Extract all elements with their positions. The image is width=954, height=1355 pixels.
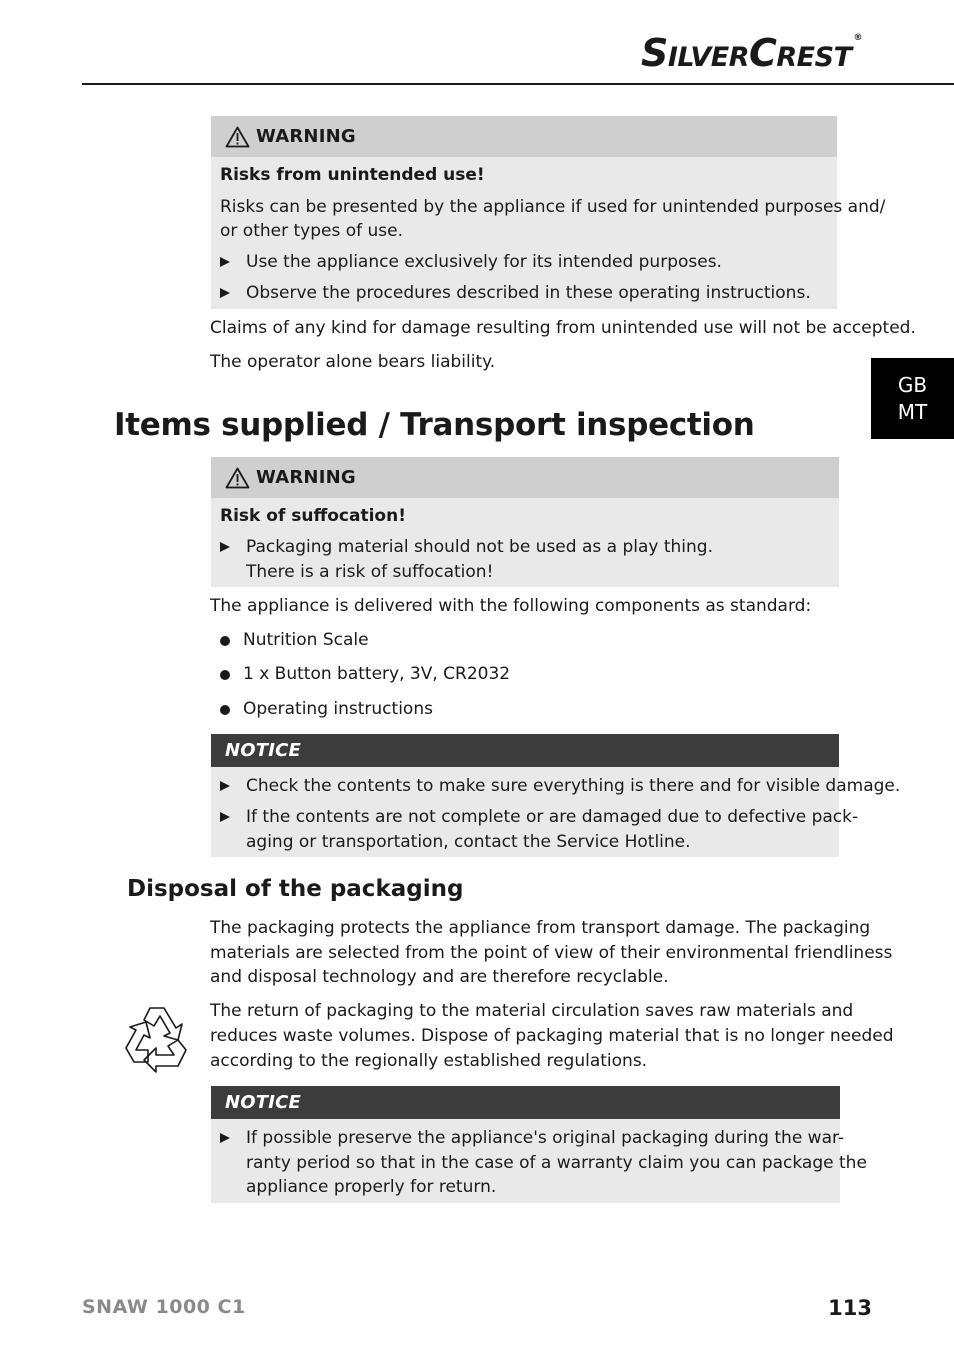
notice-label: NOTICE [225, 1092, 302, 1113]
notice-label: NOTICE [225, 740, 302, 761]
language-tab [871, 358, 954, 439]
header-rule [82, 83, 954, 85]
disposal-paragraph-line: according to the regionally established regulations. [210, 1051, 648, 1071]
liability-text: The operator alone bears liability. [210, 352, 496, 372]
bullet-dot-icon [220, 670, 230, 680]
footer-page-number: 113 [828, 1296, 872, 1320]
brand-logo: SILVERCREST® [640, 31, 862, 75]
warning-triangle-icon [225, 467, 250, 489]
claims-text: Claims of any kind for damage resulting from unintended use will not be accepted. [210, 318, 916, 338]
arrow-bullet-icon [220, 288, 230, 298]
disposal-paragraph-line: The packaging protects the appliance from transport damage. The packaging [210, 918, 871, 938]
section-heading-disposal: Disposal of the packaging [127, 876, 464, 902]
disposal-paragraph-line: reduces waste volumes. Dispose of packaging material that is no longer needed [210, 1026, 894, 1046]
recycling-icon [120, 1000, 204, 1080]
arrow-bullet-icon [220, 542, 230, 552]
warning-item-continuation: There is a risk of suffocation! [246, 562, 494, 582]
warning-label: WARNING [256, 126, 356, 147]
arrow-bullet-icon [220, 257, 230, 267]
language-code-gb: GB [897, 372, 928, 397]
warning-label: WARNING [256, 467, 356, 488]
warning-text-line: or other types of use. [220, 221, 404, 241]
warning-triangle-icon [225, 126, 250, 148]
warning-text-line: Risks can be presented by the appliance if used for unintended purposes and/ [220, 197, 886, 217]
warning-header [211, 457, 839, 498]
footer-model-number: SNAW 1000 C1 [82, 1296, 246, 1318]
arrow-bullet-icon [220, 1133, 230, 1143]
disposal-paragraph-line: The return of packaging to the material circulation saves raw materials and [210, 1001, 854, 1021]
arrow-bullet-icon [220, 812, 230, 822]
notice-item-continuation: appliance properly for return. [246, 1177, 497, 1197]
notice-item-continuation: ranty period so that in the case of a warranty claim you can package the [246, 1153, 867, 1173]
bullet-dot-icon [220, 636, 230, 646]
notice-header [211, 1086, 840, 1119]
disposal-paragraph-line: and disposal technology and are therefore recyclable. [210, 967, 669, 987]
notice-item-continuation: aging or transportation, contact the Service Hotline. [246, 832, 691, 852]
warning-header [211, 116, 837, 157]
components-intro: The appliance is delivered with the following components as standard: [210, 596, 812, 616]
warning-title: Risks from unintended use! [220, 165, 485, 185]
notice-header [211, 734, 839, 767]
warning-title: Risk of suffocation! [220, 506, 406, 526]
bullet-dot-icon [220, 705, 230, 715]
disposal-paragraph-line: materials are selected from the point of view of their environmental friendliness [210, 943, 893, 963]
section-heading-items-supplied: Items supplied / Transport inspection [114, 407, 755, 443]
language-code-mt: MT [897, 399, 928, 424]
arrow-bullet-icon [220, 781, 230, 791]
